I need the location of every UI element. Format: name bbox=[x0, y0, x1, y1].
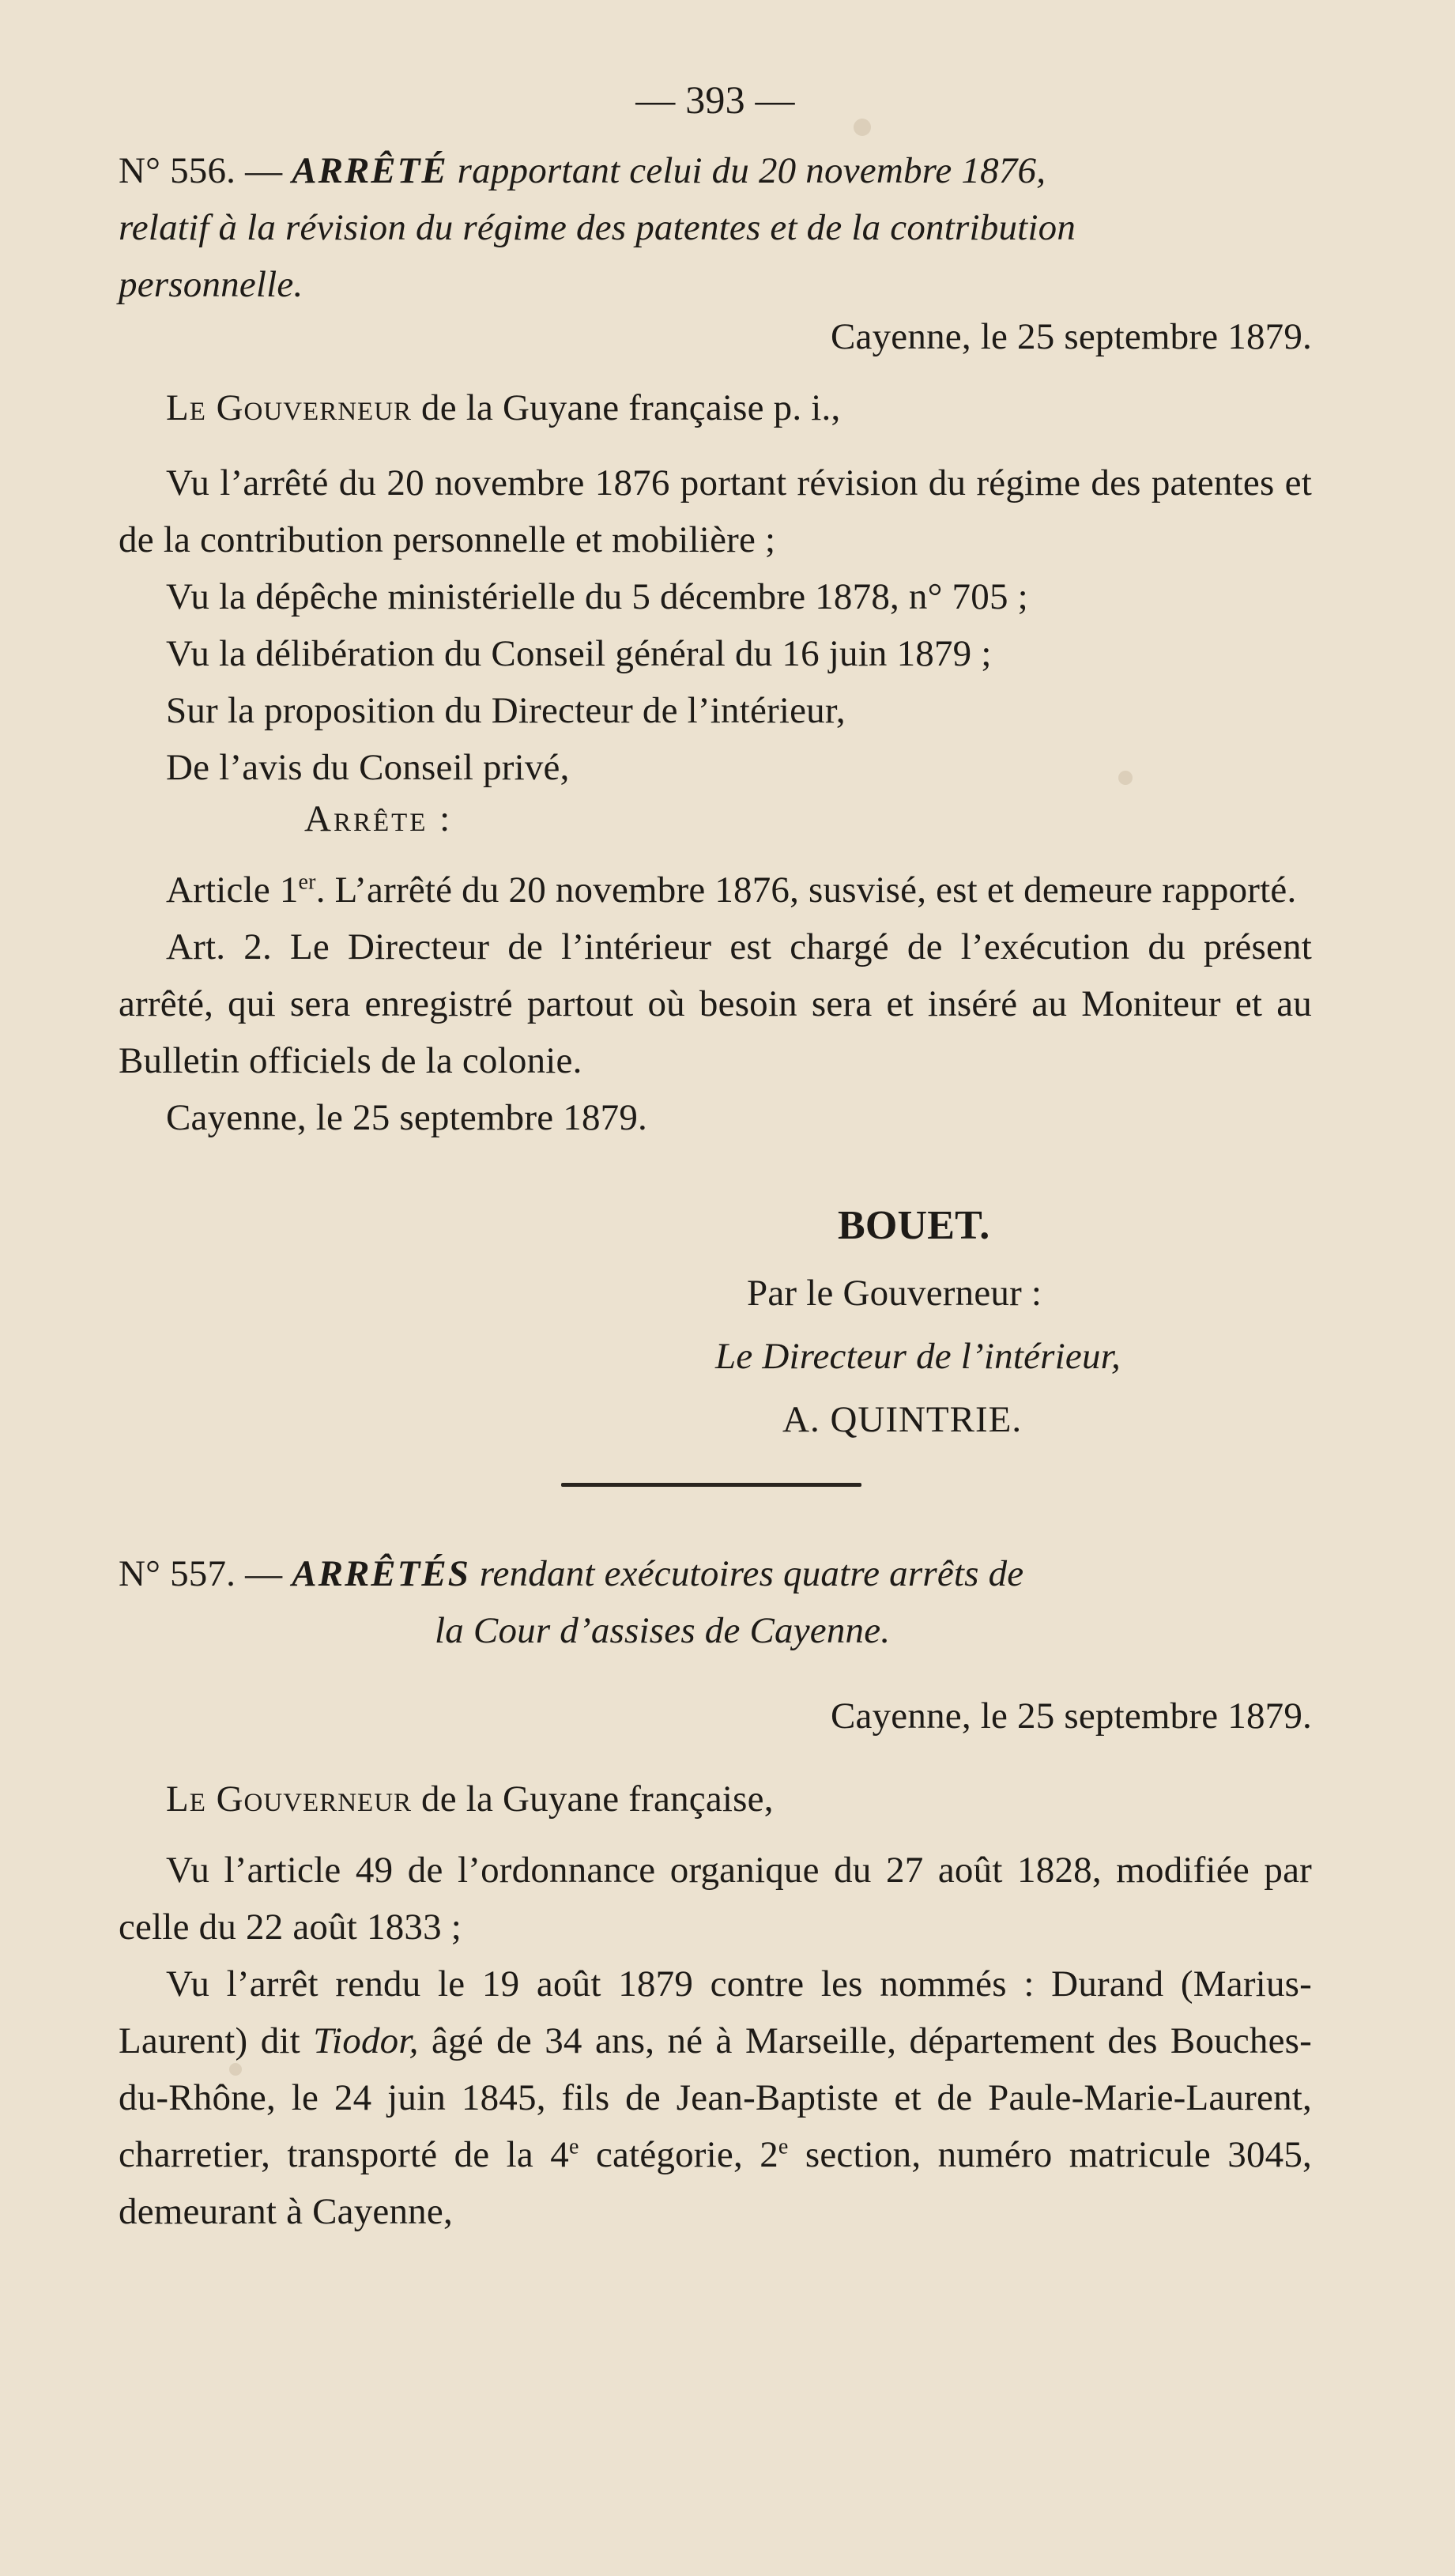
act-556-number: N° 556. — bbox=[119, 150, 283, 191]
act-556-place-date: Cayenne, le 25 septembre 1879. bbox=[831, 316, 1312, 357]
considerant-557-2 bbox=[119, 1956, 1312, 2240]
article-1-text: . L’arrêté du 20 novembre 1876, susvisé, est et demeure rapporté. bbox=[315, 869, 1297, 911]
section-divider bbox=[561, 1483, 861, 1487]
article-2: Art. 2. Le Directeur de l’intérieur est chargé de l’exécution du présent arrêté, qui sera enregistré partout où besoin sera et inséré au Moniteur et au Bulletin officiels de la colonie. bbox=[119, 926, 1312, 1081]
considerant-5: De l’avis du Conseil privé, bbox=[166, 747, 570, 788]
sup-section: e bbox=[778, 2134, 789, 2159]
act-557-number: N° 557. — bbox=[119, 1553, 283, 1594]
article-1 bbox=[119, 862, 1312, 918]
considerant-2: Vu la dépêche ministérielle du 5 décembre 1878, n° 705 ; bbox=[166, 576, 1028, 617]
act-556-subject-2: relatif à la révision du régime des patentes et de la contribution bbox=[119, 207, 1076, 248]
closing-date: Cayenne, le 25 septembre 1879. bbox=[166, 1097, 647, 1138]
act-557-subject-1: rendant exécutoires quatre arrêts de bbox=[479, 1553, 1024, 1594]
act-557-heading bbox=[119, 1545, 1312, 1659]
document-page bbox=[119, 0, 1312, 2576]
act-557-considerants bbox=[119, 1842, 1312, 2240]
arrete-label: Arrête : bbox=[304, 798, 453, 839]
act-556-articles bbox=[119, 862, 1312, 1146]
par-le-gouverneur: Par le Gouverneur : bbox=[747, 1273, 1042, 1314]
act-557-title: ARRÊTÉS bbox=[292, 1553, 470, 1594]
act-556-considerants bbox=[119, 454, 1312, 796]
article-1-prefix: Article 1 bbox=[166, 869, 299, 911]
considerant-557-2b: âgé de 34 ans, né à Marseille, département des Bouches-du-Rhône, le 24 juin 1845, fils de Jean-Baptiste et de Paule-Marie-Laurent, charretier, transporté de la 4 bbox=[119, 2020, 1313, 2175]
act-557-governor-line bbox=[119, 1771, 1359, 1827]
act-556-title: ARRÊTÉ bbox=[292, 150, 448, 191]
governor-label: Le Gouverneur bbox=[166, 387, 413, 428]
article-1-sup: er bbox=[298, 869, 316, 895]
alias-tiodor: Tiodor, bbox=[313, 2020, 419, 2061]
governor-label-557: Le Gouverneur bbox=[166, 1778, 413, 1820]
directeur-interieur: Le Directeur de l’intérieur, bbox=[715, 1336, 1121, 1377]
considerant-3: Vu la délibération du Conseil général du 16 juin 1879 ; bbox=[166, 633, 992, 674]
countersignature: A. QUINTRIE. bbox=[782, 1399, 1023, 1440]
signature-bouet: BOUET. bbox=[838, 1203, 990, 1248]
governor-title-557: de la Guyane française, bbox=[421, 1778, 774, 1820]
considerant-557-1: Vu l’article 49 de l’ordonnance organique du 27 août 1828, modifiée par celle du 22 août 1833 ; bbox=[119, 1850, 1312, 1948]
sup-categorie: e bbox=[569, 2134, 579, 2159]
governor-title: de la Guyane française p. i., bbox=[421, 387, 841, 428]
considerant-557-2c: catégorie, 2 bbox=[579, 2134, 778, 2175]
act-557-subject-2: la Cour d’assises de Cayenne. bbox=[435, 1610, 891, 1651]
considerant-1: Vu l’arrêté du 20 novembre 1876 portant révision du régime des patentes et de la contribution personnelle et mobilière ; bbox=[119, 462, 1312, 560]
considerant-4: Sur la proposition du Directeur de l’intérieur, bbox=[166, 690, 846, 731]
act-556-subject-1: rapportant celui du 20 novembre 1876, bbox=[457, 150, 1046, 191]
act-556-governor-line bbox=[119, 379, 1359, 436]
page-number: — 393 — bbox=[635, 77, 795, 122]
act-557-place-date: Cayenne, le 25 septembre 1879. bbox=[831, 1695, 1312, 1737]
act-556-subject-3: personnelle. bbox=[119, 264, 303, 305]
act-556-heading bbox=[119, 142, 1312, 313]
considerant-557-2d: section, numéro matricule 3045, demeurant à Cayenne, bbox=[119, 2134, 1313, 2232]
considerant-557-2a: Vu l’arrêt rendu le 19 août 1879 contre les nommés : Durand (Marius-Laurent) dit bbox=[119, 1963, 1312, 2061]
